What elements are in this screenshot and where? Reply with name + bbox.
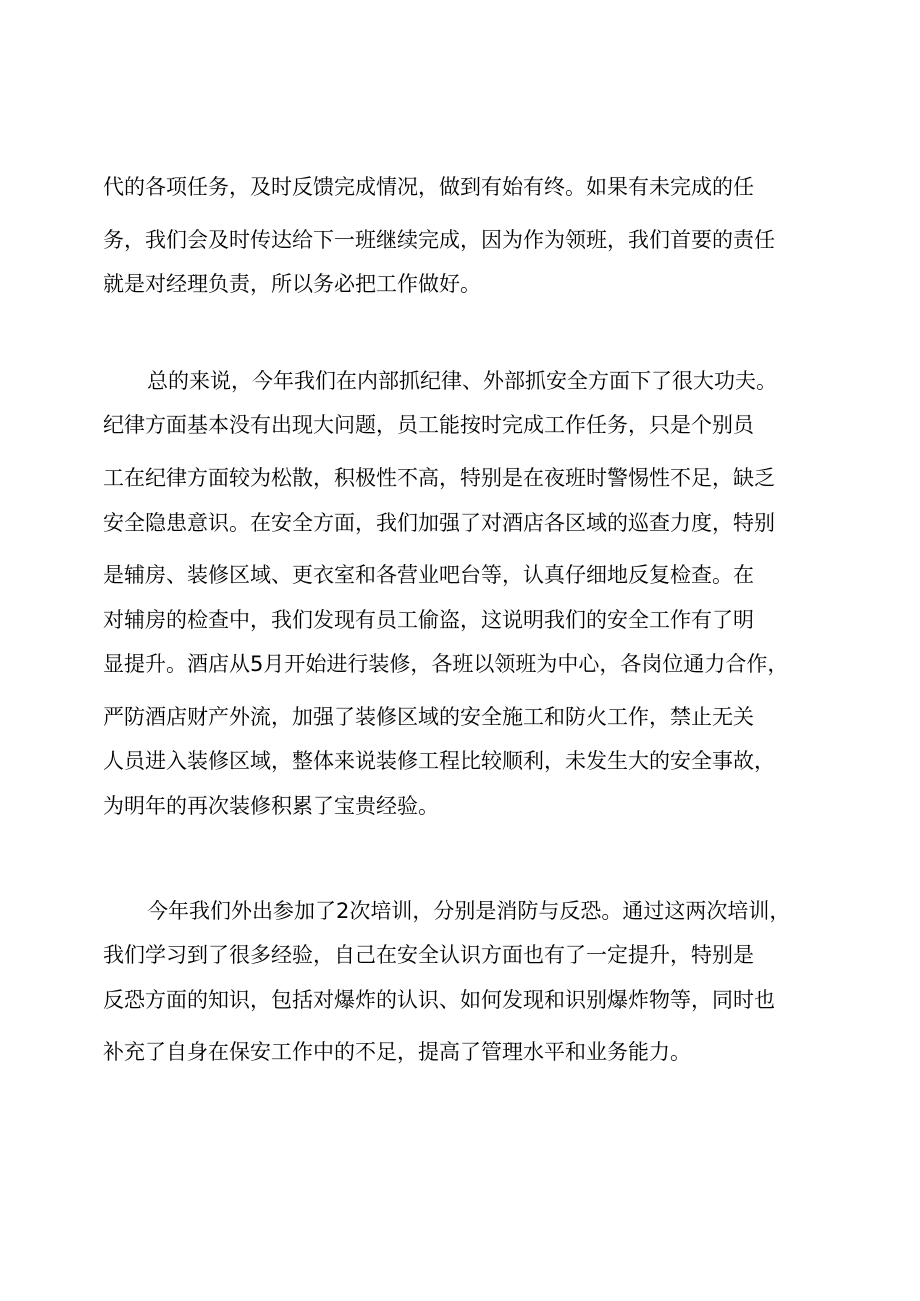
paragraph-1-line-3: 就是对经理负责，所以务必把工作做好。: [103, 272, 481, 296]
paragraph-2-line-5: 是辅房、装修区域、更衣室和各营业吧台等，认真仔细地反复检查。在: [103, 563, 754, 587]
paragraph-3-line-3: 反恐方面的知识，包括对爆炸的认识、如何发现和识别爆炸物等，同时也: [103, 988, 775, 1012]
paragraph-2-line-7: 显提升。酒店从5月开始进行装修，各班以领班为中心，各岗位通力合作，: [103, 652, 789, 676]
paragraph-2-line-2: 纪律方面基本没有出现大问题，员工能按时完成工作任务，只是个别员: [103, 413, 754, 437]
paragraph-1-line-2: 务，我们会及时传达给下一班继续完成，因为作为领班，我们首要的责任: [103, 228, 775, 252]
paragraph-2-line-1: 总的来说，今年我们在内部抓纪律、外部抓安全方面下了很大功夫。: [147, 369, 777, 393]
paragraph-3-line-2: 我们学习到了很多经验，自己在安全认识方面也有了一定提升，特别是: [103, 943, 754, 967]
paragraph-2-line-8: 严防酒店财产外流，加强了装修区域的安全施工和防火工作，禁止无关: [103, 705, 754, 729]
paragraph-1-line-1: 代的各项任务，及时反馈完成情况，做到有始有终。如果有未完成的任: [103, 175, 754, 199]
paragraph-2-line-3: 工在纪律方面较为松散，积极性不高，特别是在夜班时警惕性不足，缺乏: [103, 466, 775, 490]
paragraph-2-line-4: 安全隐患意识。在安全方面，我们加强了对酒店各区域的巡查力度，特别: [103, 511, 775, 535]
paragraph-2-line-9: 人员进入装修区域，整体来说装修工程比较顺利，未发生大的安全事故，: [103, 749, 775, 773]
paragraph-2-line-6: 对辅房的检查中，我们发现有员工偷盗，这说明我们的安全工作有了明: [103, 608, 754, 632]
paragraph-3-line-1: 今年我们外出参加了2次培训，分别是消防与反恐。通过这两次培训，: [147, 899, 791, 923]
paragraph-3-line-4: 补充了自身在保安工作中的不足，提高了管理水平和业务能力。: [103, 1040, 691, 1064]
paragraph-2-line-10: 为明年的再次装修积累了宝贵经验。: [103, 794, 439, 818]
